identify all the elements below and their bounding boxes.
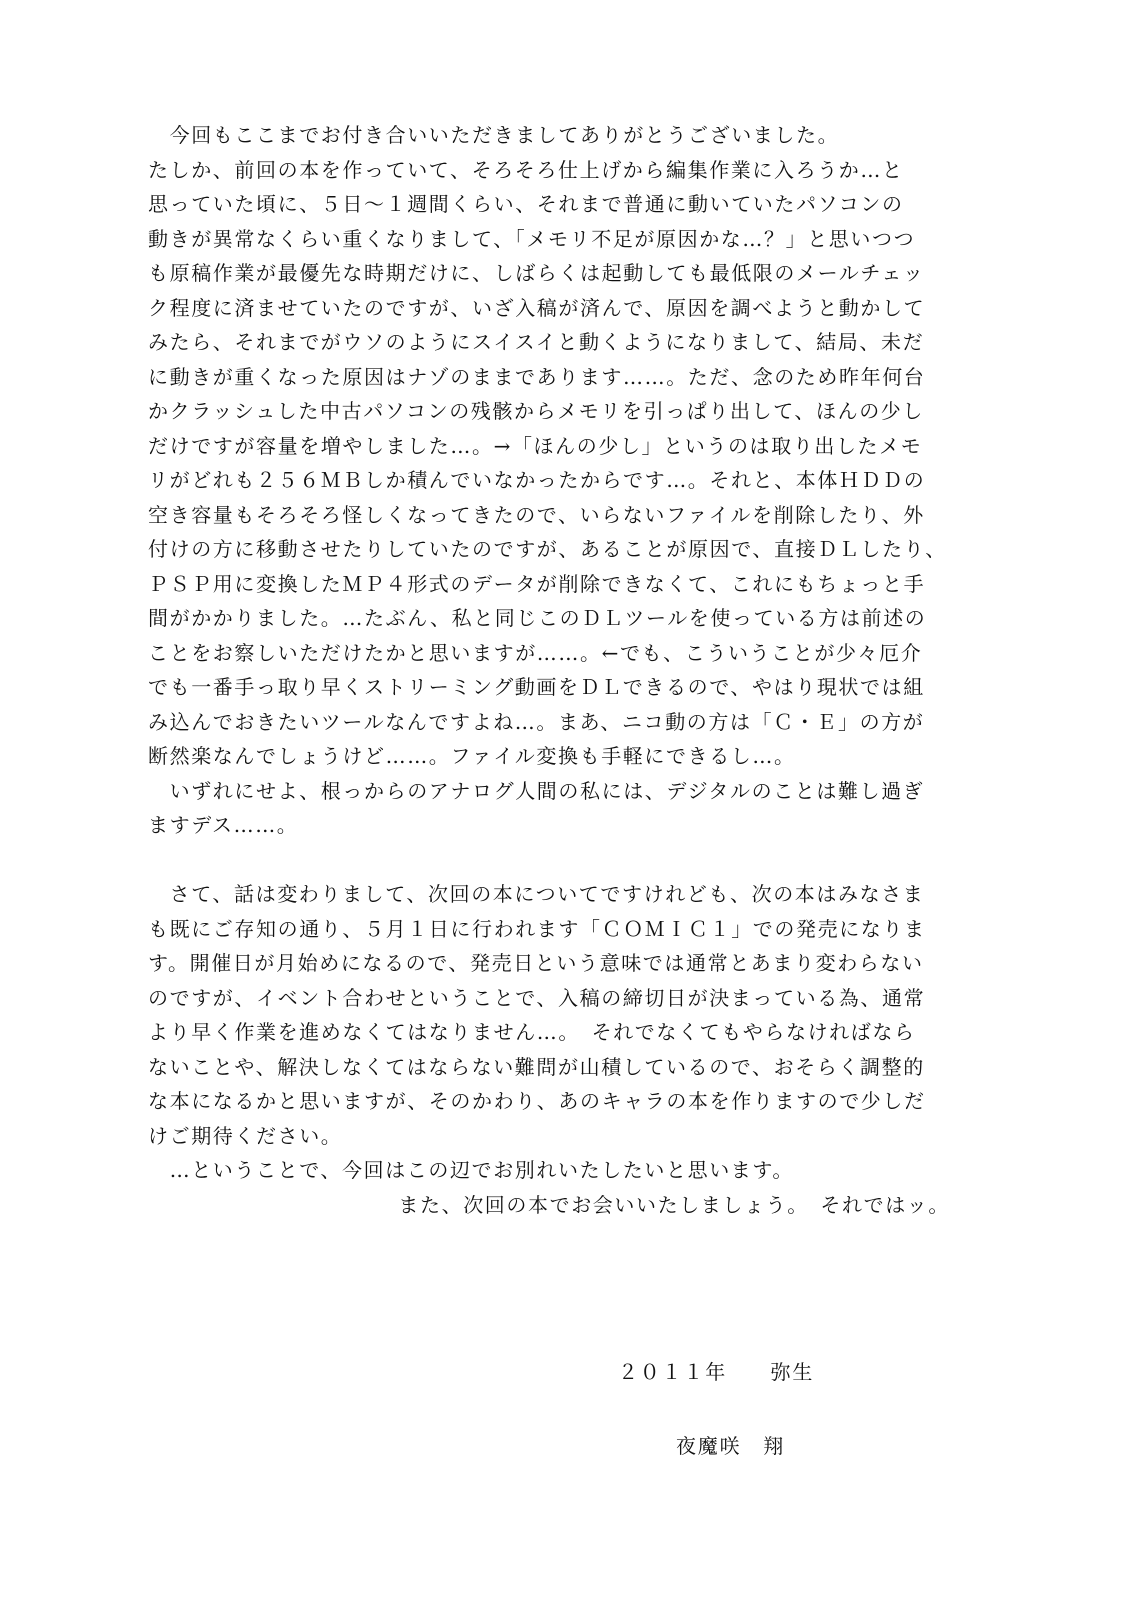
text-line: いずれにせよ、根っからのアナログ人間の私には、デジタルのことは難し過ぎ xyxy=(148,778,925,803)
text-line: も原稿作業が最優先な時期だけに、しばらくは起動しても最低限のメールチェッ xyxy=(148,261,925,285)
author-signature: 夜魔咲 翔 xyxy=(676,1434,785,1458)
text-line: す。開催日が月始めになるので、発売日という意味では通常とあまり変わらない xyxy=(148,951,924,975)
text-line: でも一番手っ取り早くストリーミング動画をＤＬできるので、やはり現状では組 xyxy=(148,675,925,699)
text-line: み込んでおきたいツールなんですよね…。まあ、ニコ動の方は「Ｃ・Ｅ」の方が xyxy=(148,709,925,734)
text-line: みたら、それまでがウソのようにスイスイと動くようになりまして、結局、未だ xyxy=(148,330,925,354)
afterword-text xyxy=(148,118,958,1222)
text-line: 断然楽なんでしょうけど……。ファイル変換も手軽にできるし…。 xyxy=(148,744,796,768)
text-line: 付けの方に移動させたりしていたのですが、あることが原因で、直接ＤＬしたり、 xyxy=(148,537,947,561)
text-line: リがどれも２５６ＭＢしか積んでいなかったからです…。それと、本体ＨＤＤの xyxy=(148,468,926,492)
text-line: ク程度に済ませていたのですが、いざ入稿が済んで、原因を調べようと動かして xyxy=(148,295,926,320)
text-line: だけですが容量を増やしました…。→「ほんの少し」というのは取り出したメモ xyxy=(148,433,923,458)
text-line: ないことや、解決しなくてはならない難問が山積しているので、おそらく調整的 xyxy=(148,1054,925,1079)
text-line: けご期待ください。 xyxy=(148,1123,343,1148)
text-line: 間がかかりました。…たぶん、私と同じこのＤＬツールを使っている方は前述の xyxy=(148,606,927,630)
text-line: な本になるかと思いますが、そのかわり、あのキャラの本を作りますので少しだ xyxy=(148,1089,926,1113)
text-line: 空き容量もそろそろ怪しくなってきたので、いらないファイルを削除したり、外 xyxy=(148,502,925,527)
text-line: たしか、前回の本を作っていて、そろそろ仕上げから編集作業に入ろうか…と xyxy=(148,157,904,182)
text-line: 動きが異常なくらい重くなりまして、「メモリ不足が原因かな…？」と思いつつ xyxy=(148,226,916,251)
text-line: …ということで、今回はこの辺でお別れいたしたいと思います。 xyxy=(148,1158,794,1182)
text-line: さて、話は変わりまして、次回の本についてですけれども、次の本はみなさま xyxy=(148,882,925,906)
text-line: ＰＳＰ用に変換したＭＰ４形式のデータが削除できなくて、これにもちょっと手 xyxy=(148,571,926,596)
closing-line: また、次回の本でお会いいたしましょう。 それではッ。 xyxy=(398,1192,950,1217)
text-line: 今回もここまでお付き合いいただきましてありがとうございました。 xyxy=(148,123,840,147)
text-line: も既にご存知の通り、５月１日に行われます「ＣＯＭＩＣ１」での発売になりま xyxy=(148,916,926,941)
text-line: に動きが重くなった原因はナゾのままであります……。ただ、念のため昨年何台 xyxy=(148,364,926,389)
text-line: ますデス……。 xyxy=(148,813,299,837)
text-line: 思っていた頃に、５日～１週間くらい、それまで普通に動いていたパソコンの xyxy=(148,192,904,216)
paragraph-gap xyxy=(148,843,958,878)
text-line: ことをお察しいただけたかと思いますが……。←でも、こういうことが少々厄介 xyxy=(148,640,923,665)
text-line: より早く作業を進めなくてはなりません…。 それでなくてもやらなければなら xyxy=(148,1020,916,1044)
text-line: かクラッシュした中古パソコンの残骸からメモリを引っぱり出して、ほんの少し xyxy=(148,399,924,423)
text-line: のですが、イベント合わせということで、入稿の締切日が決まっている為、通常 xyxy=(148,985,926,1010)
date: ２０１１年 弥生 xyxy=(618,1360,815,1384)
